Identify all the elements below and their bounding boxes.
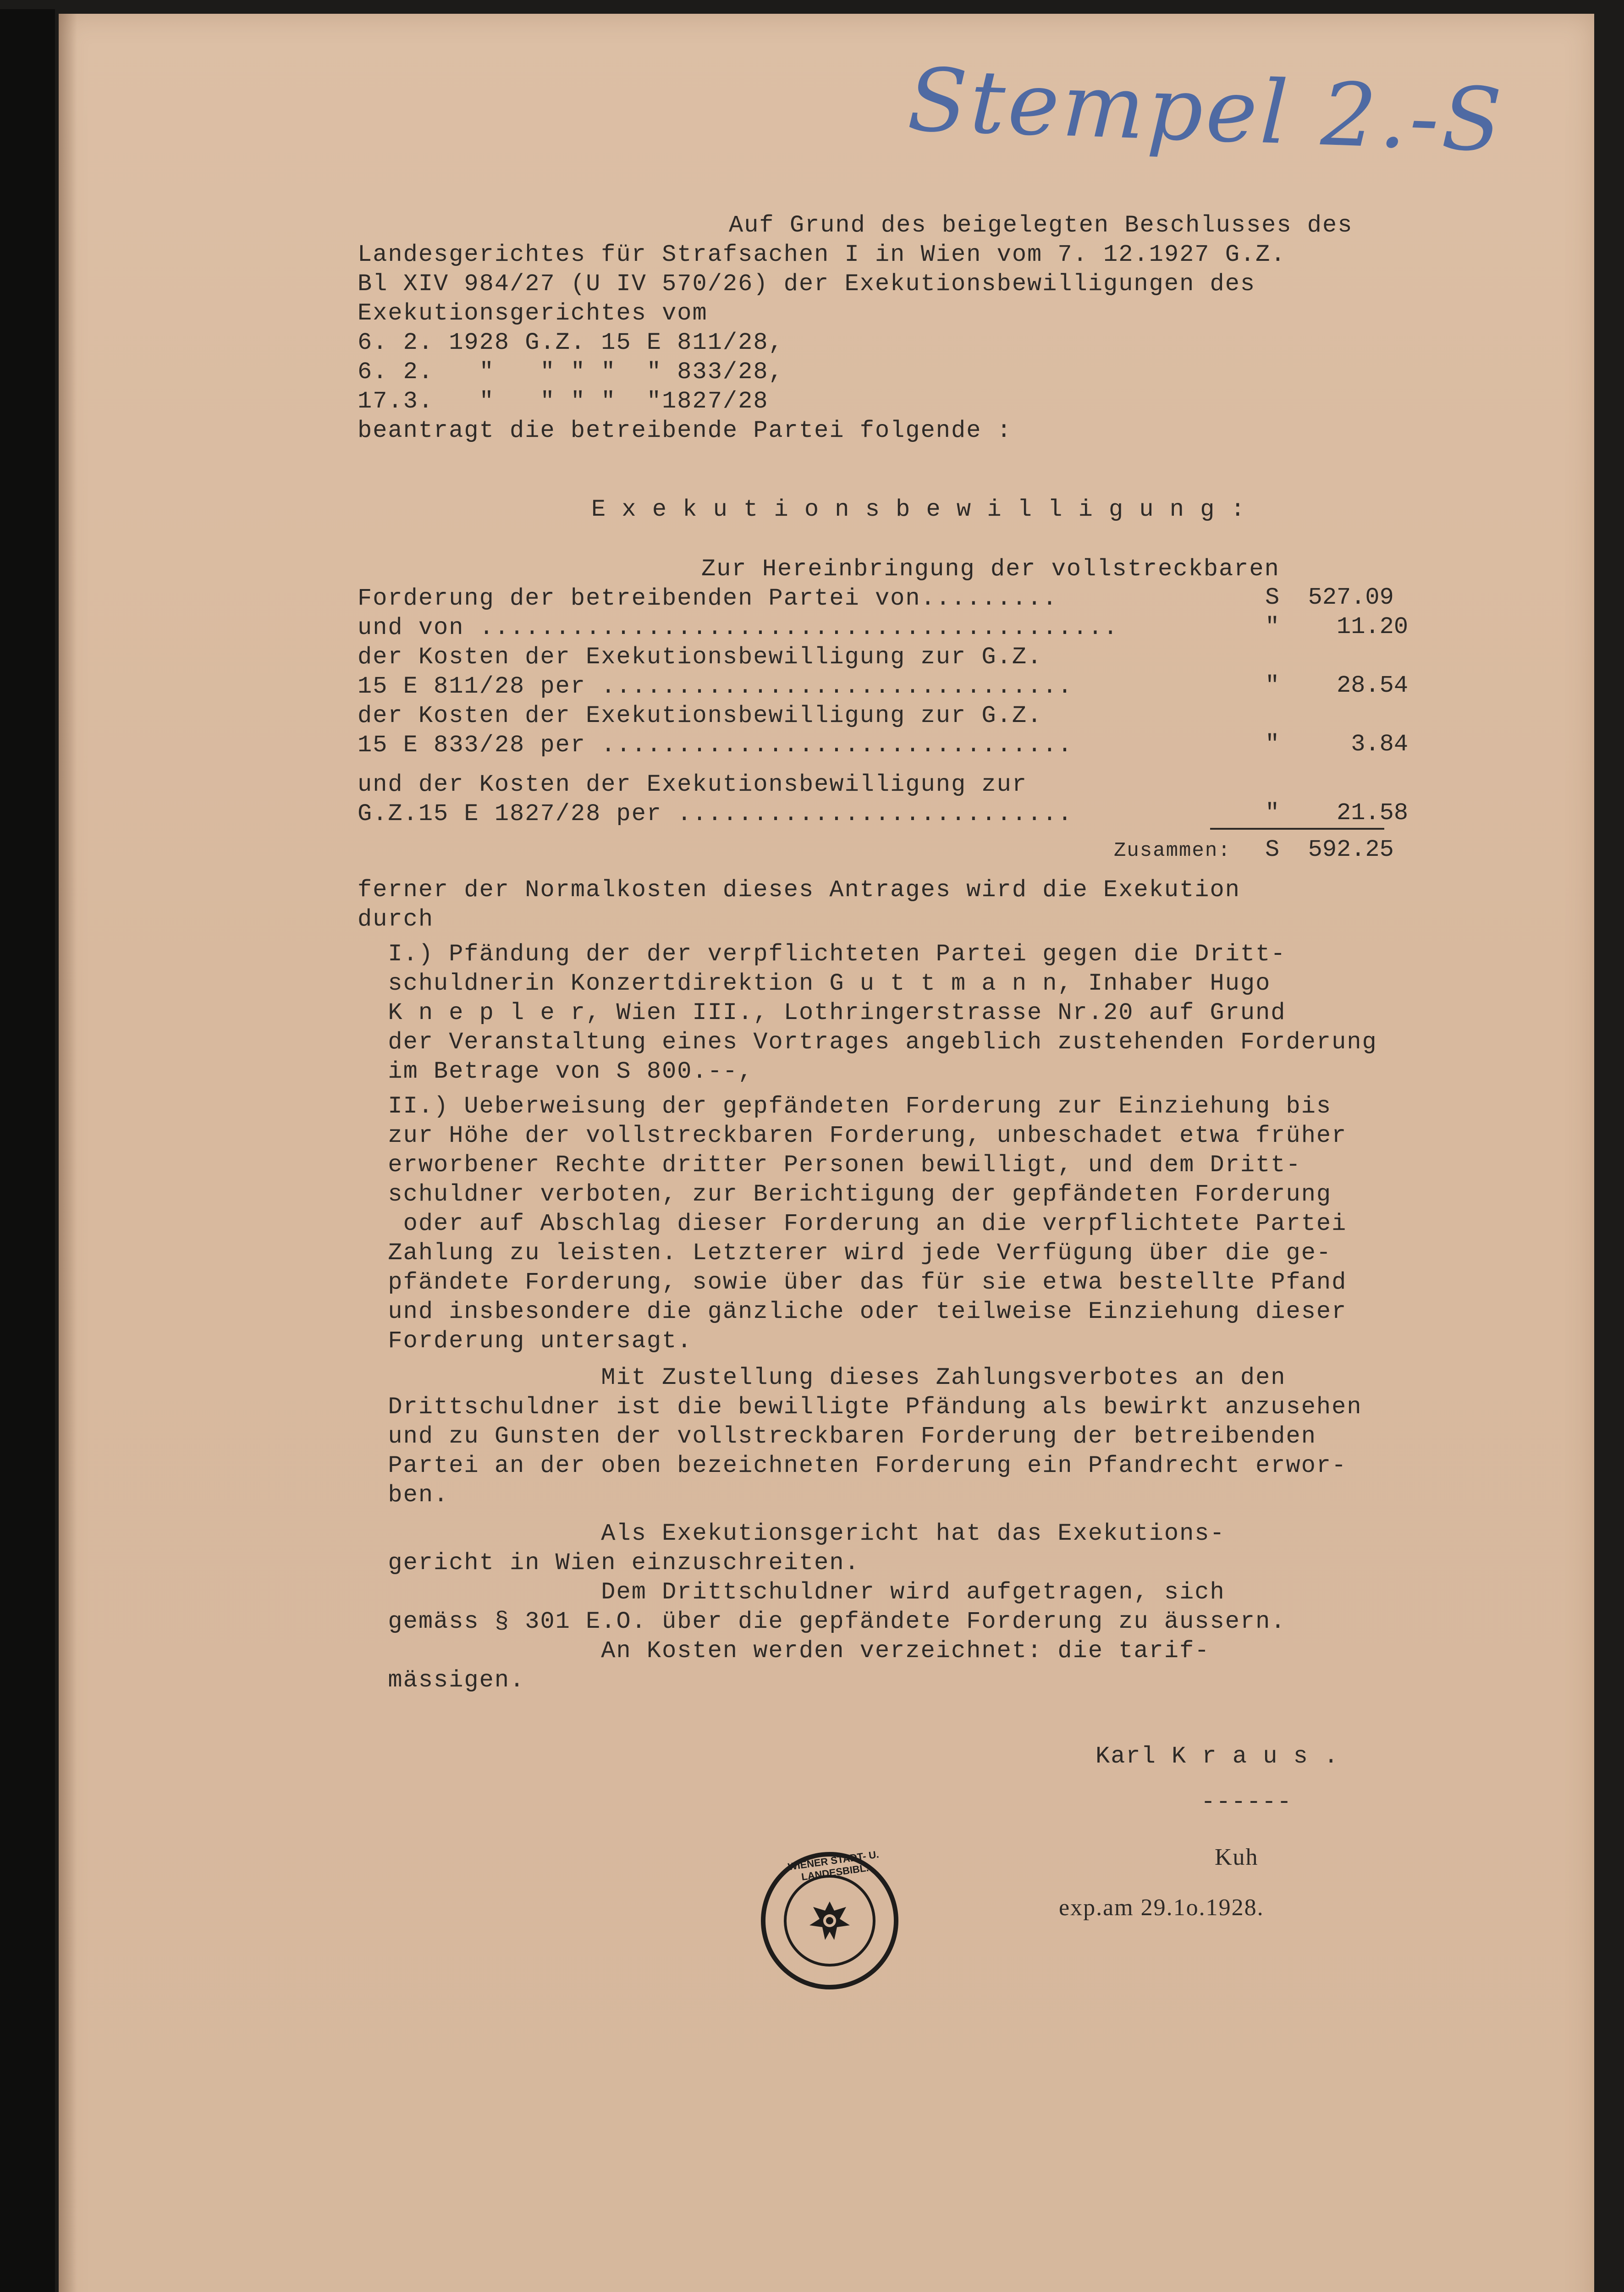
initials: Kuh: [1215, 1844, 1259, 1870]
claim-line: Forderung der betreibenden Partei von.........: [358, 585, 1058, 612]
body-line: II.) Ueberweisung der gepfändeten Forderung zur Einziehung bis: [358, 1093, 1332, 1120]
eagle-icon: [802, 1893, 857, 1948]
signature-dashes: ------: [1201, 1789, 1293, 1816]
intro-line: 6. 2. 1928 G.Z. 15 E 811/28,: [358, 329, 784, 356]
body-line: ferner der Normalkosten dieses Antrages wird die Exekution: [358, 876, 1240, 904]
body-line: pfändete Forderung, sowie über das für sie etwa bestellte Pfand: [358, 1269, 1347, 1296]
intro-line: Exekutionsgerichtes vom: [358, 300, 708, 327]
body-line: gericht in Wien einzuschreiten.: [358, 1549, 860, 1576]
claim-amount: S 527.09: [1265, 584, 1394, 611]
stamp-eagle-emblem: [784, 1875, 875, 1967]
body-line: zur Höhe der vollstreckbaren Forderung, unbeschadet etwa früher: [358, 1122, 1347, 1149]
body-line: und insbesondere die gänzliche oder teilweise Einziehung dieser: [358, 1298, 1347, 1325]
claim-line: der Kosten der Exekutionsbewilligung zur G.Z.: [358, 702, 1043, 729]
intro-line: Auf Grund des beigelegten Beschlusses des: [729, 212, 1353, 239]
body-line: K n e p l e r, Wien III., Lothringerstrasse Nr.20 auf Grund: [358, 999, 1286, 1026]
handwritten-note: Stempel 2.-S: [906, 49, 1506, 171]
claim-line: Zur Hereinbringung der vollstreckbaren: [701, 556, 1280, 583]
claim-line: 15 E 833/28 per ...............................: [358, 732, 1073, 759]
intro-line: 6. 2. " " " " " 833/28,: [358, 358, 784, 386]
body-line: Mit Zustellung dieses Zahlungsverbotes an den: [358, 1364, 1286, 1391]
body-line: I.) Pfändung der der verpflichteten Partei gegen die Dritt-: [358, 941, 1286, 968]
claim-amount: " 21.58: [1265, 799, 1409, 826]
claim-amount: " 3.84: [1265, 731, 1409, 758]
binding-strip: [0, 9, 55, 2292]
body-line: ben.: [358, 1482, 449, 1509]
body-line: gemäss § 301 E.O. über die gepfändete Forderung zu äussern.: [358, 1608, 1286, 1635]
body-line: und zu Gunsten der vollstreckbaren Forderung der betreibenden: [358, 1423, 1316, 1450]
body-line: durch: [358, 906, 434, 933]
body-line: An Kosten werden verzeichnet: die tarif-: [358, 1637, 1210, 1664]
claim-line: und der Kosten der Exekutionsbewilligung zur: [358, 771, 1028, 798]
claim-line: 15 E 811/28 per ...............................: [358, 673, 1073, 700]
body-line: erworbener Rechte dritter Personen bewilligt, und dem Dritt-: [358, 1152, 1301, 1179]
claim-amount: " 28.54: [1265, 672, 1409, 699]
document-heading: E x e k u t i o n s b e w i l l i g u n g :: [591, 496, 1246, 523]
body-line: im Betrage von S 800.--,: [358, 1058, 754, 1085]
claim-line: und von ..........................................: [358, 614, 1119, 641]
intro-line: 17.3. " " " " "1827/28: [358, 388, 769, 415]
total-amount: S 592.25: [1265, 836, 1394, 863]
body-line: Forderung untersagt.: [358, 1328, 693, 1355]
body-line: mässigen.: [358, 1667, 525, 1694]
intro-line: Landesgerichtes für Strafsachen I in Wien vom 7. 12.1927 G.Z.: [358, 241, 1286, 268]
body-line: Als Exekutionsgericht hat das Exekutions-: [358, 1520, 1225, 1547]
body-line: Drittschuldner ist die bewilligte Pfändung als bewirkt anzusehen: [358, 1394, 1362, 1421]
page-edge-shadow: [59, 14, 77, 2292]
body-line: Dem Drittschuldner wird aufgetragen, sich: [358, 1579, 1225, 1606]
expedited-date: exp.am 29.1o.1928.: [1059, 1895, 1264, 1921]
claim-amount: " 11.20: [1265, 613, 1409, 640]
body-line: Zahlung zu leisten. Letzterer wird jede Verfügung über die ge-: [358, 1240, 1332, 1267]
total-label: Zusammen:: [1114, 839, 1231, 862]
intro-line: beantragt die betreibende Partei folgende :: [358, 417, 1012, 444]
sum-rule: [1210, 828, 1384, 830]
library-stamp: [761, 1848, 898, 1989]
body-line: schuldner verboten, zur Berichtigung der gepfändeten Forderung: [358, 1181, 1332, 1208]
stamp-text: WIENER STADT- U. LANDESBIBL.: [787, 1848, 880, 1883]
body-line: der Veranstaltung eines Vortrages angeblich zustehenden Forderung: [358, 1029, 1377, 1056]
body-line: oder auf Abschlag dieser Forderung an die verpflichtete Partei: [358, 1210, 1347, 1237]
body-line: Partei an der oben bezeichneten Forderung ein Pfandrecht erwor-: [358, 1452, 1347, 1479]
intro-line: Bl XIV 984/27 (U IV 570/26) der Exekutionsbewilligungen des: [358, 270, 1256, 298]
signature: Karl K r a u s .: [1096, 1743, 1339, 1770]
claim-line: G.Z.15 E 1827/28 per ..........................: [358, 800, 1073, 827]
body-line: schuldnerin Konzertdirektion G u t t m a n n, Inhaber Hugo: [358, 970, 1271, 997]
claim-line: der Kosten der Exekutionsbewilligung zur G.Z.: [358, 644, 1043, 671]
